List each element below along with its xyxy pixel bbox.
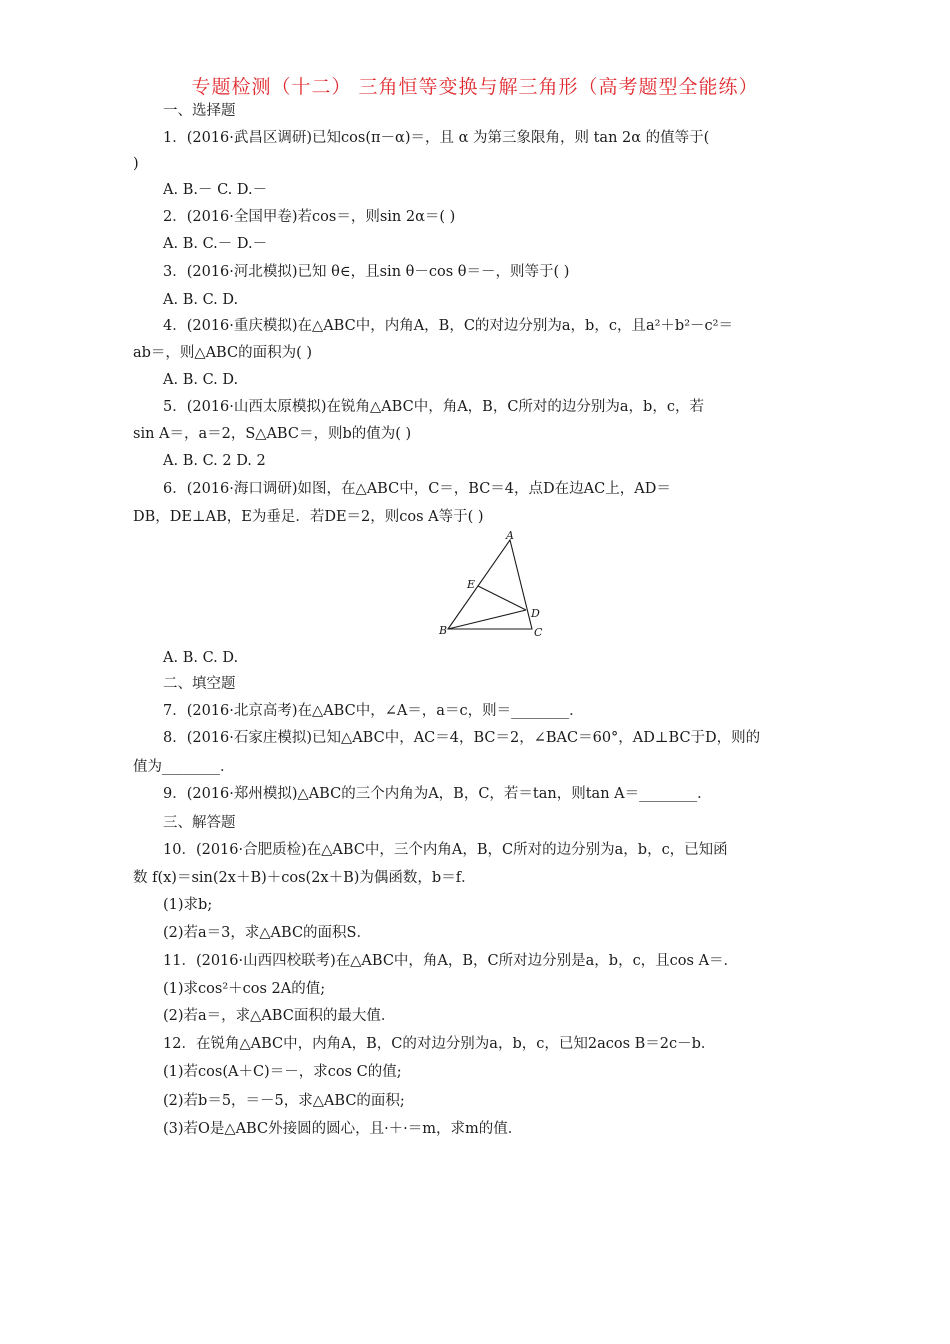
triangle-abc xyxy=(448,540,532,629)
question-text: (1)求cos²＋cos 2A的值; xyxy=(163,981,326,997)
question-text: (1)求b; xyxy=(163,897,213,913)
question-text: 6．(2016·海口调研)如图，在△ABC中，C＝，BC＝4，点D在边AC上，AD＝ xyxy=(163,481,671,497)
question-text: ) xyxy=(133,156,139,172)
question-text: 4．(2016·重庆模拟)在△ABC中，内角A，B，C的对边分别为a，b，c，且a²＋b²－c²＝ xyxy=(163,318,733,334)
question-text: 值为________． xyxy=(133,759,235,775)
question-text: 3．(2016·河北模拟)已知 θ∈，且sin θ－cos θ＝－，则等于( ) xyxy=(163,264,570,280)
answer-options: A. B. C. D. xyxy=(163,650,239,666)
question-text: ab＝，则△ABC的面积为( ) xyxy=(133,345,312,361)
question-text: DB，DE⊥AB，E为垂足．若DE＝2，则cos A等于( ) xyxy=(133,509,484,525)
answer-options: A. B. C. 2 D. 2 xyxy=(163,453,266,469)
question-text: 2．(2016·全国甲卷)若cos＝，则sin 2α＝( ) xyxy=(163,209,456,225)
question-text: (3)若O是△ABC外接圆的圆心，且·＋·＝m，求m的值． xyxy=(163,1121,523,1137)
triangle-figure xyxy=(430,530,550,642)
question-text: 8．(2016·石家庄模拟)已知△ABC中，AC＝4，BC＝2，∠BAC＝60°，AD⊥BC于D，则的 xyxy=(163,730,761,746)
answer-options: A. B.－ C. D.－ xyxy=(163,182,268,198)
section-heading: 二、填空题 xyxy=(163,676,236,692)
section-heading: 一、选择题 xyxy=(163,103,236,119)
question-text: (2)若a＝，求△ABC面积的最大值． xyxy=(163,1008,396,1024)
question-text: 9．(2016·郑州模拟)△ABC的三个内角为A，B，C，若＝tan，则tan A＝________． xyxy=(163,786,712,802)
section-heading: 三、解答题 xyxy=(163,815,236,831)
label-b: B xyxy=(439,624,448,637)
label-a: A xyxy=(506,530,514,542)
question-text: (2)若a＝3，求△ABC的面积S． xyxy=(163,925,371,941)
label-c: C xyxy=(534,626,543,639)
question-text: 5．(2016·山西太原模拟)在锐角△ABC中，角A，B，C所对的边分别为a，b，c，若 xyxy=(163,399,704,415)
question-text: (2)若b＝5，＝－5，求△ABC的面积; xyxy=(163,1093,405,1109)
label-e: E xyxy=(467,578,476,591)
question-text: 11．(2016·山西四校联考)在△ABC中，角A，B，C所对边分别是a，b，c，且cos A＝． xyxy=(163,953,739,969)
page-title: 专题检测（十二） 三角恒等变换与解三角形（高考题型全能练） xyxy=(191,76,759,98)
question-text: (1)若cos(A＋C)＝－，求cos C的值; xyxy=(163,1064,402,1080)
question-text: 数 f(x)＝sin(2x＋B)＋cos(2x＋B)为偶函数，b＝f． xyxy=(133,870,476,886)
question-text: 12．在锐角△ABC中，内角A，B，C的对边分别为a，b，c，已知2acos B＝2c－b． xyxy=(163,1036,716,1052)
answer-options: A. B. C.－ D.－ xyxy=(163,236,268,252)
answer-options: A. B. C. D. xyxy=(163,372,239,388)
answer-options: A. B. C. D. xyxy=(163,292,239,308)
label-d: D xyxy=(531,607,540,620)
question-text: sin A＝，a＝2，S△ABC＝，则b的值为( ) xyxy=(133,426,412,442)
segment-de xyxy=(478,586,526,610)
question-text: 1．(2016·武昌区调研)已知cos(π－α)＝，且 α 为第三象限角，则 tan 2α 的值等于( xyxy=(163,130,710,146)
question-text: 7．(2016·北京高考)在△ABC中，∠A＝，a＝c，则＝________． xyxy=(163,703,584,719)
question-text: 10．(2016·合肥质检)在△ABC中，三个内角A，B，C所对的边分别为a，b，c，已知函 xyxy=(163,842,728,858)
